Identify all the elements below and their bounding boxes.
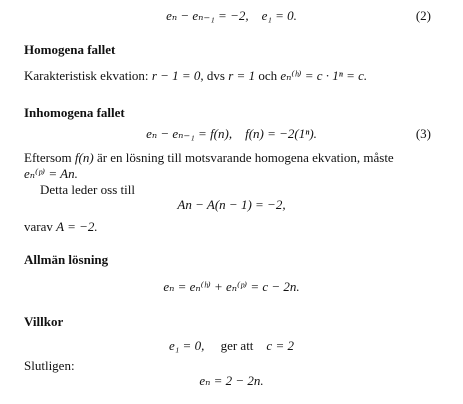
conditions-eq-c: c = 2 bbox=[266, 338, 294, 353]
equation-final: eₙ = 2 − 2n. bbox=[199, 373, 264, 388]
equation-3-lhs: eₙ − eₙ₋₁ = f(n), bbox=[146, 126, 233, 141]
heading-conditions: Villkor bbox=[24, 314, 64, 329]
inhomogeneous-text4-b: A = −2. bbox=[56, 219, 98, 234]
equation-conditions bbox=[0, 338, 463, 354]
heading-inhomogeneous: Inhomogena fallet bbox=[24, 105, 125, 120]
homogeneous-text-f: eₙ⁽ʰ⁾ = c · 1ⁿ = c. bbox=[280, 68, 368, 83]
conditions-eq-b: ger att bbox=[220, 338, 254, 353]
final-label: Slutligen: bbox=[24, 358, 75, 373]
equation-mid: An − A(n − 1) = −2, bbox=[177, 197, 286, 212]
equation-3 bbox=[0, 126, 463, 142]
inhomogeneous-text1-b: f(n) bbox=[74, 150, 94, 165]
inhomogeneous-paragraph-1 bbox=[24, 150, 394, 166]
inhomogeneous-text4-a: varav bbox=[24, 219, 57, 234]
equation-2-lhs: eₙ − eₙ₋₁ = −2, bbox=[166, 8, 249, 23]
equation-3-rhs: f(n) = −2(1ⁿ). bbox=[245, 126, 317, 141]
homogeneous-text-d: r = 1 bbox=[228, 68, 256, 83]
conditions-eq-a: e₁ = 0, bbox=[169, 338, 205, 353]
inhomogeneous-text1-a: Eftersom bbox=[24, 150, 75, 165]
inhomogeneous-text1-c: är en lösning till motsvarande homogena ekvation, måste bbox=[93, 150, 394, 165]
homogeneous-text-c: , dvs bbox=[200, 68, 229, 83]
equation-2-condition: e₁ = 0. bbox=[261, 8, 297, 23]
heading-homogeneous: Homogena fallet bbox=[24, 42, 116, 57]
heading-general: Allmän lösning bbox=[24, 252, 109, 267]
equation-general: eₙ = eₙ⁽ʰ⁾ + eₙ⁽ᵖ⁾ = c − 2n. bbox=[163, 279, 300, 294]
equation-2-number: (2) bbox=[415, 8, 431, 23]
inhomogeneous-text-3: Detta leder oss till bbox=[40, 182, 135, 197]
inhomogeneous-text-2: eₙ⁽ᵖ⁾ = An. bbox=[24, 166, 78, 181]
equation-3-number: (3) bbox=[415, 126, 431, 141]
homogeneous-text-b: r − 1 = 0 bbox=[151, 68, 201, 83]
homogeneous-paragraph bbox=[24, 68, 367, 84]
equation-2 bbox=[0, 8, 463, 24]
inhomogeneous-paragraph-4 bbox=[24, 219, 98, 235]
homogeneous-text-e: och bbox=[255, 68, 281, 83]
homogeneous-text-a: Karakteristisk ekvation: bbox=[24, 68, 152, 83]
